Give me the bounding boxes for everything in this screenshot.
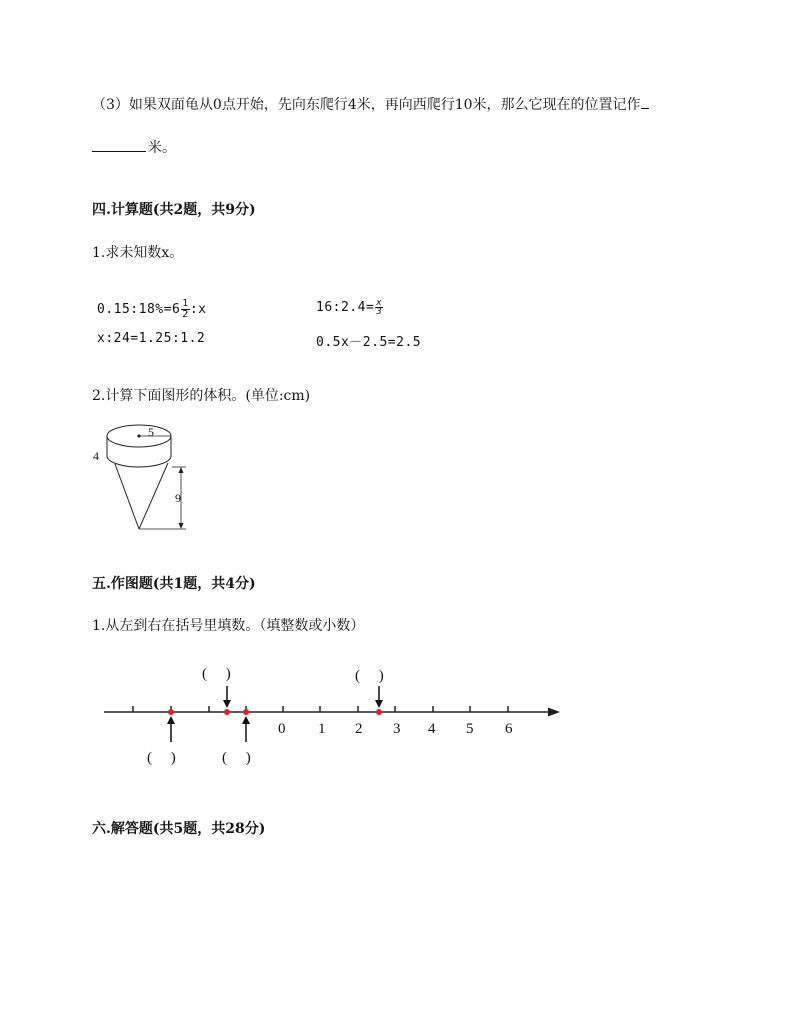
dim-arrow-up	[179, 467, 184, 473]
paren-bottom-c[interactable]: ( )	[222, 750, 251, 766]
equation-a-fraction	[181, 299, 190, 320]
dim-arrow-down	[179, 523, 184, 529]
tick-label-6: 6	[505, 721, 513, 737]
axis-arrow-head	[548, 708, 560, 717]
equation-b-fraction	[375, 299, 383, 316]
question-3-suffix: 米。	[148, 140, 176, 156]
cone-height-label: 9	[175, 491, 181, 505]
answer-blank[interactable]	[92, 139, 146, 152]
cylinder-height-label: 4	[93, 449, 99, 463]
tick-label-3: 3	[393, 721, 401, 737]
equation-b-fraction-den: 3	[376, 307, 383, 317]
cylinder-cone-figure	[88, 416, 198, 538]
question-3-line2	[92, 137, 176, 157]
point-a	[168, 709, 174, 715]
cone-right-edge	[139, 463, 168, 529]
number-line-figure	[96, 656, 566, 774]
arrow-up-c-icon	[242, 716, 250, 724]
tick-label-1: 1	[318, 721, 326, 737]
section-5-heading: 五.作图题(共1题，共4分)	[92, 576, 256, 592]
equation-b	[316, 299, 383, 316]
arrow-down-b-icon	[223, 700, 231, 708]
radius-label: 5	[148, 425, 154, 439]
question-3-line1	[92, 94, 649, 114]
tick-marks	[133, 706, 508, 712]
equation-d: 0.5x－2.5=2.5	[316, 335, 422, 350]
section-6-heading: 六.解答题(共5题，共28分)	[92, 821, 266, 837]
cylinder-bottom-arc	[107, 456, 171, 467]
equation-a	[97, 299, 206, 320]
equation-a-fraction-den: 2	[182, 309, 189, 320]
paren-top-d[interactable]: ( )	[355, 668, 384, 684]
tick-label-4: 4	[428, 721, 436, 737]
arrow-up-a-icon	[167, 716, 175, 724]
question-3-text: （3）如果双面龟从0点开始，先向东爬行4米，再向西爬行10米，那么它现在的位置记作	[92, 97, 641, 113]
problem-4-2-title: 2.计算下面图形的体积。(单位:cm)	[92, 388, 311, 404]
tick-label-5: 5	[466, 721, 474, 737]
problem-5-1-title: 1.从左到右在括号里填数。（填整数或小数）	[92, 618, 365, 634]
tick-label-2: 2	[355, 721, 363, 737]
paren-bottom-a[interactable]: ( )	[147, 750, 176, 766]
equation-a-right: :x	[189, 302, 207, 317]
equation-c: x:24=1.25:1.2	[97, 331, 206, 346]
point-b	[224, 709, 230, 715]
section-4-heading: 四.计算题(共2题，共9分)	[92, 202, 256, 218]
point-c	[243, 709, 249, 715]
tick-label-0: 0	[278, 721, 286, 737]
problem-4-1-title: 1.求未知数x。	[92, 245, 184, 261]
paren-top-b[interactable]: ( )	[202, 666, 231, 682]
answer-blank-start[interactable]	[641, 96, 649, 109]
arrow-down-d-icon	[375, 700, 383, 708]
equation-b-left: 16:2.4=	[316, 300, 375, 315]
cone-left-edge	[115, 464, 139, 529]
center-dot	[137, 434, 140, 437]
equation-b-fraction-num: x	[376, 298, 383, 308]
equation-a-left: 0.15:18%=6	[97, 302, 181, 317]
point-d	[376, 709, 382, 715]
equation-a-fraction-num: 1	[182, 298, 189, 309]
